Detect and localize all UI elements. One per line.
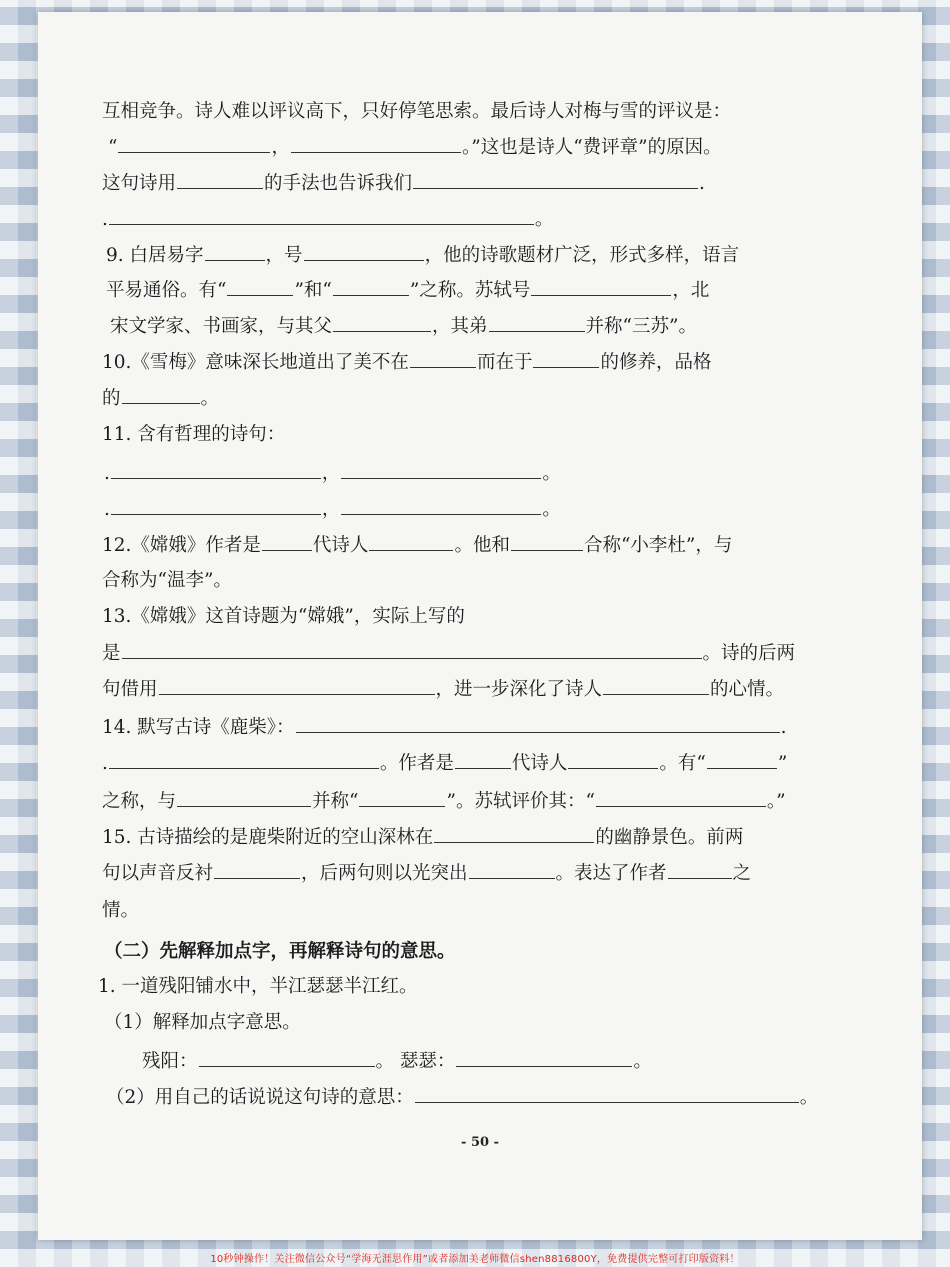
answer-blank[interactable] (122, 385, 200, 404)
answer-blank[interactable] (531, 277, 671, 296)
watermark-text: 10秒钟操作！关注微信公众号“学海无涯思作用”或者添加美老师微信shen8816800Y，免费提供完整可打印版资料！ (210, 1254, 740, 1265)
question-14: 14. 默写古诗《鹿柴》： . (102, 714, 786, 741)
text-line: . 。 (102, 206, 553, 233)
answer-blank[interactable] (333, 313, 431, 332)
text-line: 句借用 ，进一步深化了诗人 的心情。 (102, 676, 784, 703)
answer-blank[interactable] (199, 1048, 375, 1067)
answer-blank[interactable] (511, 532, 583, 551)
question-9: 9. 白居易字 ，号 ，他的诗歌题材广泛，形式多样，语言 (106, 242, 739, 269)
text-line: 互相竞争。诗人难以评议高下，只好停笔思索。最后诗人对梅与雪的评议是： (102, 101, 732, 122)
answer-blank[interactable] (707, 750, 777, 769)
question-15: 15. 古诗描绘的是鹿柴附近的空山深林在 的幽静景色。前两 (102, 824, 743, 851)
answer-blank[interactable] (341, 460, 541, 479)
text-line: 的 。 (102, 385, 219, 412)
answer-blank[interactable] (533, 349, 599, 368)
answer-blank[interactable] (291, 134, 461, 153)
answer-blank[interactable] (227, 277, 293, 296)
question-13: 13.《嫦娥》这首诗题为“嫦娥”，实际上写的 (102, 606, 465, 627)
sub-question: （2）用自己的话说说这句诗的意思： 。 (106, 1084, 818, 1111)
answer-blank[interactable] (296, 714, 780, 733)
answer-blank[interactable] (434, 824, 594, 843)
answer-blank[interactable] (596, 788, 766, 807)
answer-blank[interactable] (369, 532, 453, 551)
answer-blank[interactable] (469, 860, 555, 879)
sub-question: （1）解释加点字意思。 (104, 1012, 301, 1033)
text-line: . ， 。 (104, 496, 561, 523)
answer-blank[interactable] (415, 1084, 799, 1103)
text-line: “ ， 。”这也是诗人“费评章”的原因。 (108, 134, 722, 161)
page-number: - 50 - (461, 1135, 499, 1150)
answer-blank[interactable] (205, 242, 265, 261)
answer-blank[interactable] (359, 788, 445, 807)
text-line: 合称为“温李”。 (102, 570, 232, 591)
text-line: 是 。诗的后两 (102, 640, 795, 667)
text-line: 情。 (102, 900, 140, 921)
answer-blank[interactable] (111, 460, 321, 479)
answer-blank[interactable] (568, 750, 658, 769)
question-11: 11. 含有哲理的诗句： (102, 424, 286, 445)
text-line: . 。作者是 代诗人 。有“ ” (102, 750, 787, 777)
answer-blank[interactable] (410, 349, 476, 368)
answer-blank[interactable] (214, 860, 300, 879)
answer-blank[interactable] (177, 170, 263, 189)
answer-blank[interactable] (109, 750, 379, 769)
answer-blank[interactable] (118, 134, 270, 153)
text-line: 句以声音反衬 ，后两句则以光突出 。表达了作者 之 (102, 860, 751, 887)
text-line: 平易通俗。有“ ”和“ ”之称。苏轼号 ，北 (106, 277, 709, 304)
worksheet-page (38, 12, 922, 1240)
answer-blank[interactable] (455, 750, 511, 769)
text-line: 这句诗用 的手法也告诉我们 . (102, 170, 705, 197)
answer-blank[interactable] (122, 640, 702, 659)
answer-blank[interactable] (413, 170, 698, 189)
answer-blank[interactable] (333, 277, 409, 296)
answer-blank[interactable] (262, 532, 312, 551)
answer-blank[interactable] (668, 860, 732, 879)
answer-blank[interactable] (109, 206, 534, 225)
answer-blank[interactable] (603, 676, 709, 695)
answer-blank[interactable] (456, 1048, 632, 1067)
answer-blank[interactable] (341, 496, 541, 515)
text-line: 之称，与 并称“ ”。苏轼评价其：“ 。” (102, 788, 786, 815)
text-line: . ， 。 (104, 460, 561, 487)
text-line: 宋文学家、书画家，与其父 ，其弟 并称“三苏”。 (110, 313, 697, 340)
section-heading: （二）先解释加点字，再解释诗句的意思。 (104, 941, 456, 962)
question-12: 12.《嫦娥》作者是 代诗人 。他和 合称“小李杜”，与 (102, 532, 732, 559)
answer-blank[interactable] (159, 676, 435, 695)
answer-blank[interactable] (304, 242, 424, 261)
answer-blank[interactable] (111, 496, 321, 515)
answer-blank[interactable] (177, 788, 311, 807)
poem-question: 1. 一道残阳铺水中，半江瑟瑟半江红。 (98, 976, 418, 997)
question-10: 10.《雪梅》意味深长地道出了美不在 而在于 的修养，品格 (102, 349, 711, 376)
text-line: 残阳： 。 瑟瑟： 。 (142, 1048, 652, 1075)
answer-blank[interactable] (489, 313, 585, 332)
